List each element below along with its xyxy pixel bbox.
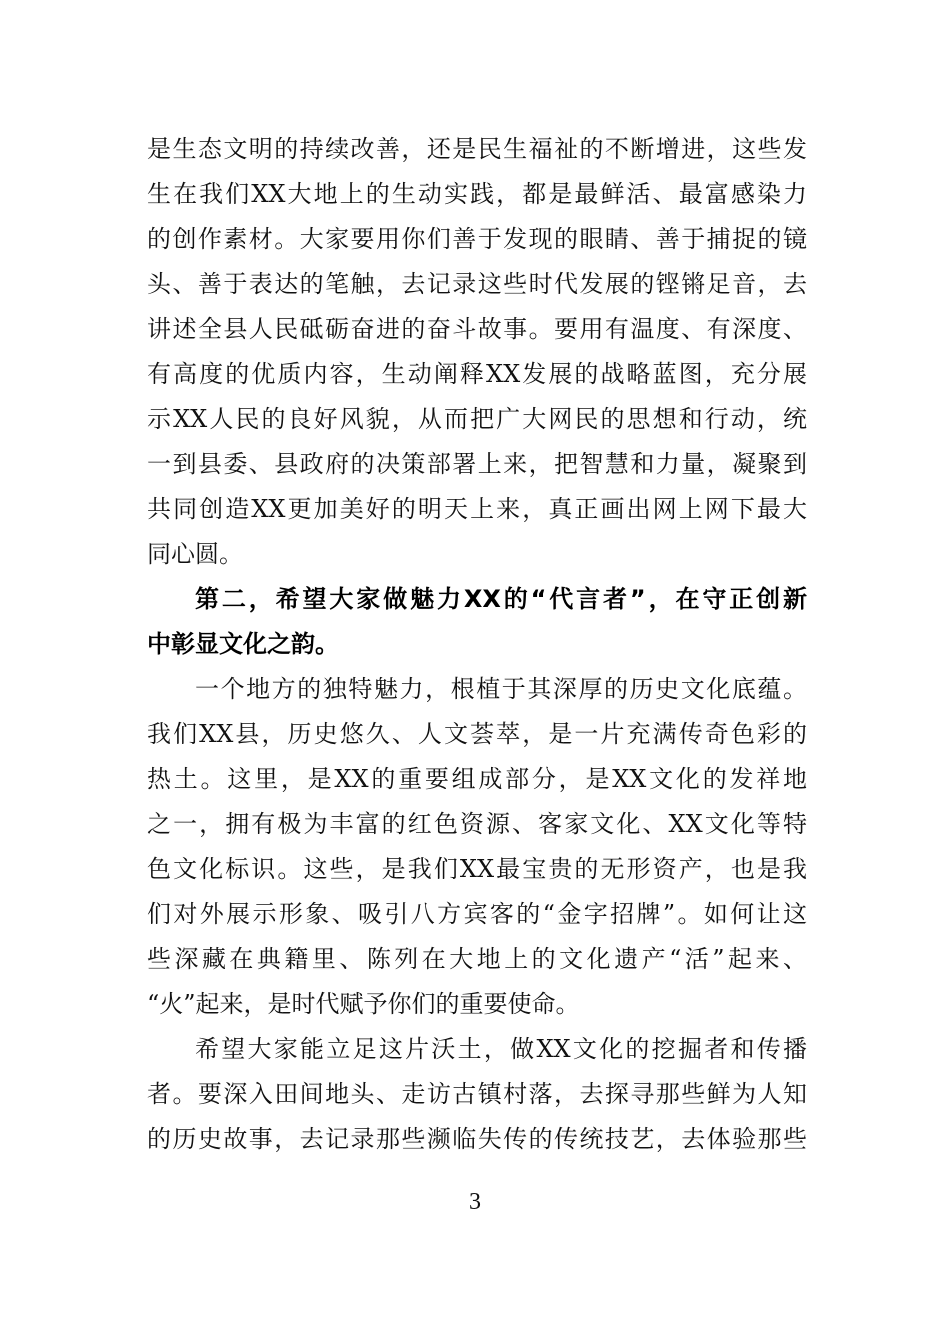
text-line: 些深藏在典籍里、陈列在大地上的文化遗产“活”起来、 <box>147 945 807 973</box>
section-heading-line: 中彰显文化之韵。 <box>147 630 339 658</box>
text-line: 们对外展示形象、吸引八方宾客的“金字招牌”。如何让这 <box>147 900 807 928</box>
text-line: 色文化标识。这些，是我们XX最宝贵的无形资产，也是我 <box>147 855 807 883</box>
text-line: 是生态文明的持续改善，还是民生福祉的不断增进，这些发 <box>147 135 807 163</box>
text-line: 热土。这里，是XX的重要组成部分，是XX文化的发祥地 <box>147 765 807 793</box>
text-line: 有高度的优质内容，生动阐释XX发展的战略蓝图，充分展 <box>147 360 807 388</box>
text-line: 讲述全县人民砥砺奋进的奋斗故事。要用有温度、有深度、 <box>147 315 807 343</box>
text-line: 的历史故事，去记录那些濒临失传的传统技艺，去体验那些 <box>147 1125 807 1153</box>
text-line: 我们XX县，历史悠久、人文荟萃，是一片充满传奇色彩的 <box>147 720 807 748</box>
text-line: 生在我们XX大地上的生动实践，都是最鲜活、最富感染力 <box>147 180 807 208</box>
text-line: 一个地方的独特魅力，根植于其深厚的历史文化底蕴。 <box>195 675 807 703</box>
text-line: 头、善于表达的笔触，去记录这些时代发展的铿锵足音，去 <box>147 270 807 298</box>
text-line: 示XX人民的良好风貌，从而把广大网民的思想和行动，统 <box>147 405 807 433</box>
section-heading-line: 第二，希望大家做魅力XX的“代言者”，在守正创新 <box>195 585 807 613</box>
text-line: 共同创造XX更加美好的明天上来，真正画出网上网下最大 <box>147 495 807 523</box>
text-line: 者。要深入田间地头、走访古镇村落，去探寻那些鲜为人知 <box>147 1080 807 1108</box>
text-line: 同心圆。 <box>147 540 243 568</box>
page-number: 3 <box>469 1189 481 1215</box>
text-line: 一到县委、县政府的决策部署上来，把智慧和力量，凝聚到 <box>147 450 807 478</box>
text-line: 之一，拥有极为丰富的红色资源、客家文化、XX文化等特 <box>147 810 807 838</box>
text-line: “火”起来，是时代赋予你们的重要使命。 <box>147 990 580 1018</box>
text-line: 希望大家能立足这片沃土，做XX文化的挖掘者和传播 <box>195 1035 807 1063</box>
text-line: 的创作素材。大家要用你们善于发现的眼睛、善于捕捉的镜 <box>147 225 807 253</box>
